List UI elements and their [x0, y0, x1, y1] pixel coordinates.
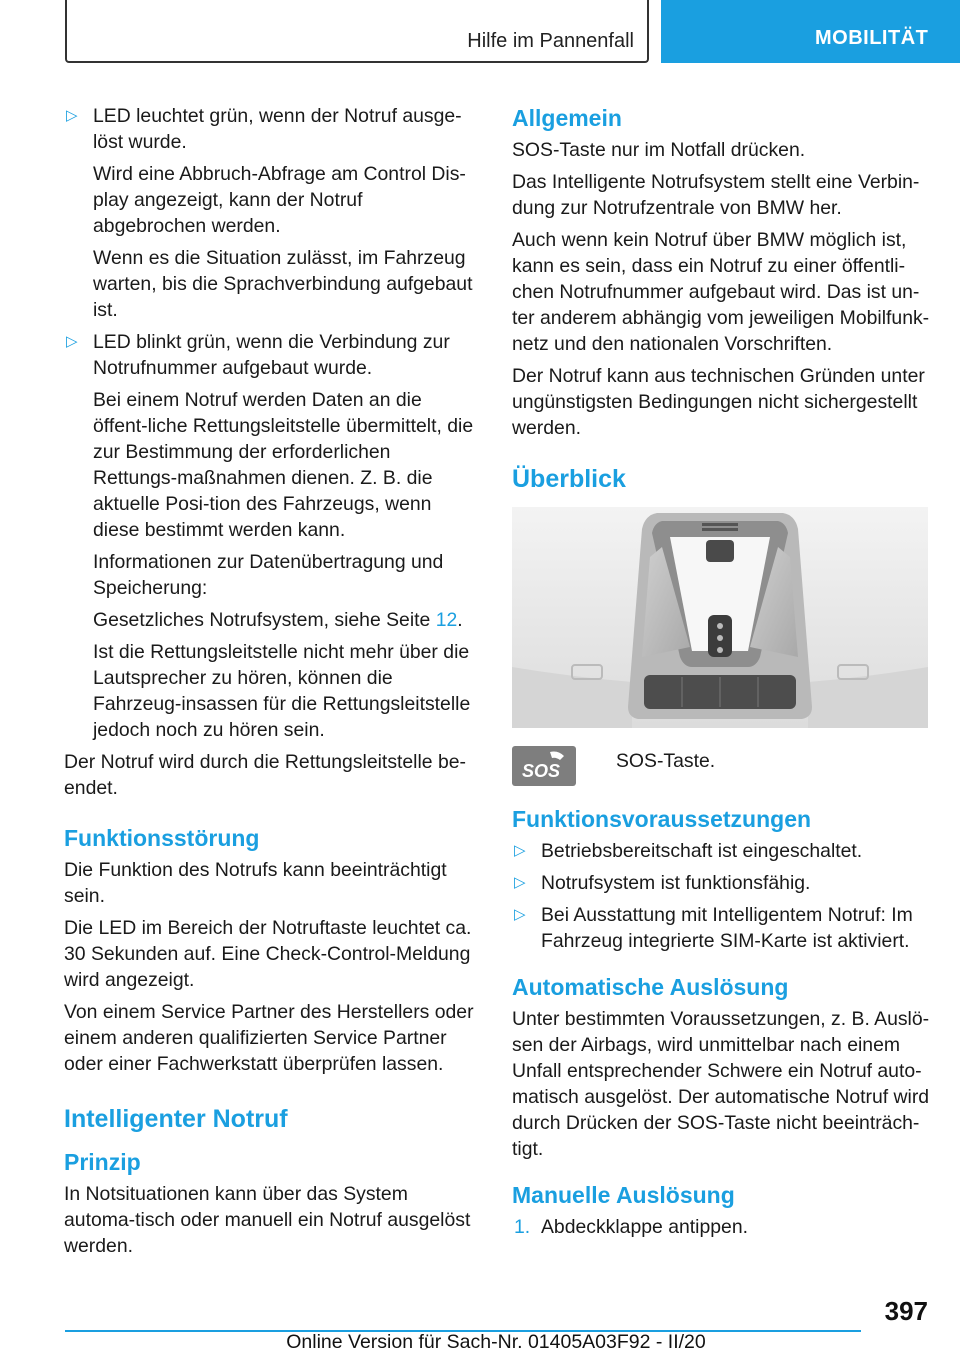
- paragraph: Die LED im Bereich der Notruftaste leuchtet ca. 30 Sekunden auf. Eine Check-Control-Meldung wird angezeigt.: [64, 917, 472, 991]
- step-number: 1.: [514, 1216, 531, 1238]
- bullet-triangle-icon: ▷: [66, 333, 78, 350]
- header-section-title: Hilfe im Pannenfall: [467, 30, 634, 52]
- step-text: Abdeckklappe antippen.: [541, 1216, 748, 1238]
- footer-version-text: Online Version für Sach-Nr. 01405A03F92 - II/20: [286, 1331, 706, 1353]
- overhead-console-image: [512, 507, 928, 728]
- paragraph: Wenn es die Situation zulässt, im Fahrzeug warten, bis die Sprachverbindung aufgebaut ist.: [93, 247, 473, 321]
- left-column: [64, 103, 478, 1265]
- requirement-item: [512, 870, 930, 896]
- bullet-text: Bei Ausstattung mit Intelligentem Notruf: Im Fahrzeug integrierte SIM-Karte ist aktiviert.: [541, 904, 913, 952]
- page-number: 397: [884, 1296, 928, 1326]
- header-chapter-tab[interactable]: [661, 0, 960, 63]
- paragraph: Bei einem Notruf werden Daten an die öffent‐liche Rettungsleitstelle übermittelt, die zur Bestimmung der erforderlichen Rettungs‐maßnahmen dienen. Z. B. die aktuelle Posi‐tion des Fahrzeugs, wenn diese bestimmt werden kann.: [93, 389, 474, 541]
- page-link[interactable]: 12: [435, 609, 458, 631]
- paragraph: SOS-Taste nur im Notfall drücken.: [512, 139, 806, 161]
- heading-automatische-ausloesung: Automatische Auslösung: [512, 974, 789, 1000]
- bullet-triangle-icon: ▷: [514, 906, 526, 923]
- reference-end: .: [457, 609, 463, 631]
- requirement-item: [512, 838, 930, 864]
- paragraph: Auch wenn kein Notruf über BMW möglich ist, kann es sein, dass ein Notruf zu einer öffentli‐chen Notrufnummer aufgebaut wird. Das ist un‐ter anderem abhängig vom jeweiligen Mobilfunk‐netz und den nationalen Vorschriften.: [512, 229, 930, 355]
- paragraph: Das Intelligente Notrufsystem stellt eine Verbin‐dung zur Notrufzentrale von BMW her.: [512, 171, 920, 219]
- sos-caption: SOS-Taste.: [616, 750, 716, 772]
- paragraph-reference: [64, 607, 478, 633]
- bullet-text: Betriebsbereitschaft ist eingeschaltet.: [541, 840, 863, 862]
- sos-icon-label: SOS: [522, 761, 561, 781]
- paragraph: Die Funktion des Notrufs kann beeinträchtigt sein.: [64, 859, 447, 907]
- heading-ueberblick: Überblick: [512, 465, 626, 493]
- header-chapter-label: MOBILITÄT: [815, 27, 929, 49]
- paragraph: Unter bestimmten Voraussetzungen, z. B. Auslö‐sen der Airbags, wird unmittelbar nach einem Unfall entsprechender Schwere ein Notruf auto‐matisch ausgelöst. Der automatische Notruf wird durch Drücken der SOS-Taste nicht beeinträch‐tigt.: [512, 1008, 930, 1160]
- bullet-led-green: [64, 103, 478, 155]
- bullet-text: LED blinkt grün, wenn die Verbindung zur Notrufnummer aufgebaut wurde.: [93, 331, 450, 379]
- bullet-triangle-icon: ▷: [514, 874, 526, 891]
- right-column: [512, 103, 930, 1246]
- paragraph: Der Notruf kann aus technischen Gründen unter ungünstigsten Bedingungen nicht sichergestellt werden.: [512, 365, 925, 439]
- bullet-led-blink: [64, 329, 478, 381]
- reference-text: Gesetzliches Notrufsystem, siehe Seite: [93, 609, 436, 631]
- bullet-text: Notrufsystem ist funktionsfähig.: [541, 872, 811, 894]
- heading-funktionsstoerung: Funktionsstörung: [64, 825, 260, 851]
- step-item: [512, 1214, 930, 1240]
- paragraph: In Notsituationen kann über das System automa‐tisch oder manuell ein Notruf ausgelöst werden.: [64, 1183, 471, 1257]
- overhead-console-illustration: [512, 507, 928, 728]
- paragraph: Der Notruf wird durch die Rettungsleitstelle be‐endet.: [64, 751, 466, 799]
- paragraph: Informationen zur Datenübertragung und Speicherung:: [93, 551, 444, 599]
- paragraph: Ist die Rettungsleitstelle nicht mehr über die Lautsprecher zu hören, können die Fahrzeug‐insassen für die Rettungsleitstelle jedoch noch zu hören sein.: [93, 641, 471, 741]
- bullet-triangle-icon: ▷: [514, 842, 526, 859]
- requirement-item: [512, 902, 930, 954]
- heading-allgemein: Allgemein: [512, 105, 622, 131]
- sos-button-icon: [512, 746, 576, 786]
- bullet-text: LED leuchtet grün, wenn der Notruf ausge‐löst wurde.: [93, 105, 462, 153]
- bullet-triangle-icon: ▷: [66, 107, 78, 124]
- heading-prinzip: Prinzip: [64, 1149, 141, 1175]
- paragraph: Wird eine Abbruch‐Abfrage am Control Dis‐play angezeigt, kann der Notruf abgebrochen werden.: [93, 163, 466, 237]
- heading-manuelle-ausloesung: Manuelle Auslösung: [512, 1182, 735, 1208]
- heading-intelligenter-notruf: Intelligenter Notruf: [64, 1105, 288, 1133]
- paragraph: Von einem Service Partner des Herstellers oder einem anderen qualifizierten Service Partner oder einer Fachwerkstatt überprüfen lassen.: [64, 1001, 474, 1075]
- heading-funktionsvoraussetzungen: Funktionsvoraussetzungen: [512, 806, 812, 832]
- sos-button-legend: [512, 746, 930, 786]
